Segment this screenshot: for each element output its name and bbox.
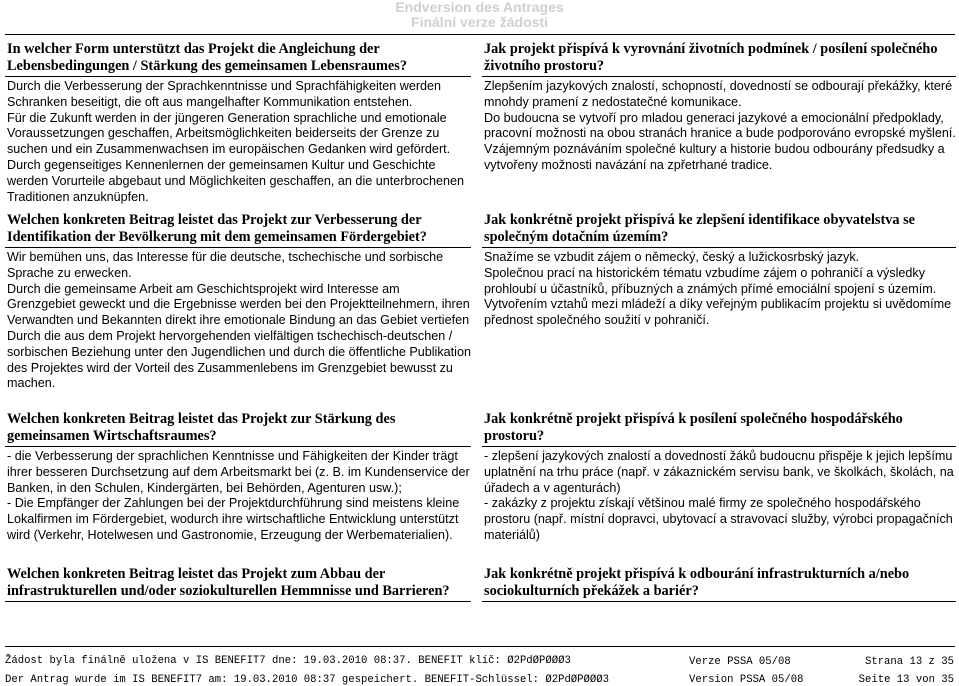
- cz-section-identification: [482, 212, 956, 329]
- cz-question-1: Jak projekt přispívá k vyrovnání životních podmínek / posílení společného životního prostoru?: [482, 41, 956, 77]
- cz-answer-2: [482, 248, 956, 329]
- de-section-identification: [5, 212, 471, 392]
- cz-answer-2-paragraph: Společnou prací na historickém tématu vzbudíme zájem o pohraničí a výsledky prohloubí u účastníků, příbuzných a známých přímé emociální spojení s územím.: [484, 265, 937, 296]
- footer-divider: [5, 646, 955, 647]
- cz-answer-3-paragraph: - zakázky z projektu získají většinou malé firmy ze společného hospodářského prostoru (např. místní dopravci, ubytovací a stravovací služby, výrobci propagačních materiálů): [484, 496, 953, 542]
- de-question-2: Welchen konkreten Beitrag leistet das Projekt zur Verbesserung der Identifikation der Bevölkerung mit dem gemeinsamen Fördergebiet?: [5, 212, 471, 248]
- cz-answer-1-paragraph: Vzájemným poznáváním společné kultury a historie budou odbourány předsudky a vytvořeny možnosti navázání na zpřetrhané tradice.: [484, 142, 945, 172]
- de-answer-1-paragraph: Durch gegenseitiges Kennenlernen der gemeinsamen Kultur und Geschichte werden Vorurteile abgebaut und Möglichkeiten geschaffen, an die unterbrochenen Traditionen anzuknüpfen.: [7, 157, 464, 204]
- de-answer-1-paragraph: Für die Zukunft werden in der jüngeren Generation sprachliche und emotionale Voraussetzungen geschaffen, Arbeitsmöglichkeiten beiderseits der Grenze zu suchen und ein Zusammenwachsen im europäischen Gedanken wird gefördert.: [7, 110, 451, 157]
- de-answer-1: [5, 77, 471, 205]
- footer-page-number-czech: Strana 13 z 35: [864, 656, 954, 668]
- de-answer-3: [5, 447, 471, 544]
- cz-section-living-conditions: [482, 41, 956, 174]
- footer-version-german: Version PSSA 05/08: [689, 674, 804, 686]
- de-answer-2-paragraph: Durch die aus dem Projekt hervorgehenden vielfältigen tschechisch-deutschen / sorbischen Beziehung unter den Jugendlichen und durch die öffentliche Publikation des Projektes wird der Vorteil des Zusammenlebens im Grenzgebiet bewusst zu machen.: [7, 328, 471, 391]
- de-answer-1-paragraph: Durch die Verbesserung der Sprachkenntnisse und Sprachfähigkeiten werden Schranken beseitigt, die oft aus mangelhafter Kommunikation entstehen.: [7, 79, 442, 109]
- cz-section-economic-area: [482, 411, 956, 544]
- watermark-line-german: Endversion des Antrages: [395, 0, 564, 15]
- cz-answer-2-paragraph: Snažíme se vzbudit zájem o německý, český a lužickosrbský jazyk.: [484, 250, 860, 264]
- cz-answer-1: [482, 77, 956, 174]
- header-divider: [5, 34, 955, 35]
- cz-question-4: Jak konkrétně projekt přispívá k odbourání infrastrukturních a/nebo sociokulturních překážek a bariér?: [482, 566, 956, 602]
- de-section-barriers: [5, 566, 471, 602]
- cz-answer-2-paragraph: Vytvořením vztahů mezi mládeží a díky veřejným publikacím projektu si uvědomíme přednost společného soužití v pohraničí.: [484, 297, 952, 328]
- de-question-1: In welcher Form unterstützt das Projekt die Angleichung der Lebensbedingungen / Stärkung des gemeinsamen Lebensraumes?: [5, 41, 471, 77]
- de-section-economic-area: [5, 411, 471, 544]
- cz-answer-3: [482, 447, 956, 544]
- cz-answer-3-paragraph: - zlepšení jazykových znalostí a dovedností žáků budoucnu přispěje k jejich lepšímu uplatnění na trhu práce (např. v zákaznickém servisu bank, ve školkách, školách, na úřadech a v agenturách): [484, 449, 954, 495]
- cz-answer-1-paragraph: Zlepšením jazykových znalostí, schopností, dovedností se odbourají překážky, které mnohdy pramení z nedostatečné komunikace.: [484, 79, 953, 109]
- de-answer-2: [5, 248, 471, 392]
- cz-section-barriers: [482, 566, 956, 602]
- cz-question-3: Jak konkrétně projekt přispívá k posílení společného hospodářského prostoru?: [482, 411, 956, 447]
- de-answer-2-paragraph: Durch die gemeinsame Arbeit am Geschichtsprojekt wird Interesse am Grenzgebiet geweckt und die Ergebnisse werden bei den Projektteilnehmern, ihren Verwandten und Bekannten direkt ihre emotionale Bindung an das Gebiet vertiefen: [7, 281, 470, 328]
- de-answer-3-paragraph: - die Verbesserung der sprachlichen Kenntnisse und Fähigkeiten der Kinder trägt ihrer besseren Durchsetzung auf dem Arbeitsmarkt bei (z. B. im Kundenservice der Banken, in den Schulen, Kindergärten, bei Behörden, Agenturen usw.);: [7, 449, 470, 495]
- footer-page-number-german: Seite 13 von 35: [858, 674, 954, 686]
- cz-question-2: Jak konkrétně projekt přispívá ke zlepšení identifikace obyvatelstva se společným dotačním územím?: [482, 212, 956, 248]
- cz-answer-1-paragraph: Do budoucna se vytvoří pro mladou generaci jazykové a emocionální předpoklady, pracovní možnosti na obou stranách hranice a bude podporováno evropské myšlení.: [484, 110, 956, 141]
- de-question-4: Welchen konkreten Beitrag leistet das Projekt zum Abbau der infrastrukturellen und/oder soziokulturellen Hemmnisse und Barrieren?: [5, 566, 471, 602]
- footer-saved-notice-german: Der Antrag wurde im IS BENEFIT7 am: 19.03.2010 08:37 gespeichert. BENEFIT-Schlüssel: Ø2PdØPØØØ3: [5, 674, 609, 686]
- de-answer-3-paragraph: - Die Empfänger der Zahlungen bei der Projektdurchführung sind meistens kleine Lokalfirmen im Fördergebiet, wodurch ihre wirtschaftliche Entwicklung unterstützt wird (Verkehr, Hotelwesen und Gastronomie, Erzeugung der Werbematerialien).: [7, 496, 460, 542]
- watermark-line-czech: Finální verze žádosti: [411, 14, 548, 30]
- footer-version-czech: Verze PSSA 05/08: [689, 656, 791, 668]
- de-answer-2-paragraph: Wir bemühen uns, das Interesse für die deutsche, tschechische und sorbische Sprache zu erwecken.: [7, 250, 444, 280]
- de-section-living-conditions: [5, 41, 471, 205]
- de-question-3: Welchen konkreten Beitrag leistet das Projekt zur Stärkung des gemeinsamen Wirtschaftsraumes?: [5, 411, 471, 447]
- footer-saved-notice-czech: Žádost byla finálně uložena v IS BENEFIT7 dne: 19.03.2010 08:37. BENEFIT klíč: Ø2PdØPØØØ3: [5, 655, 571, 667]
